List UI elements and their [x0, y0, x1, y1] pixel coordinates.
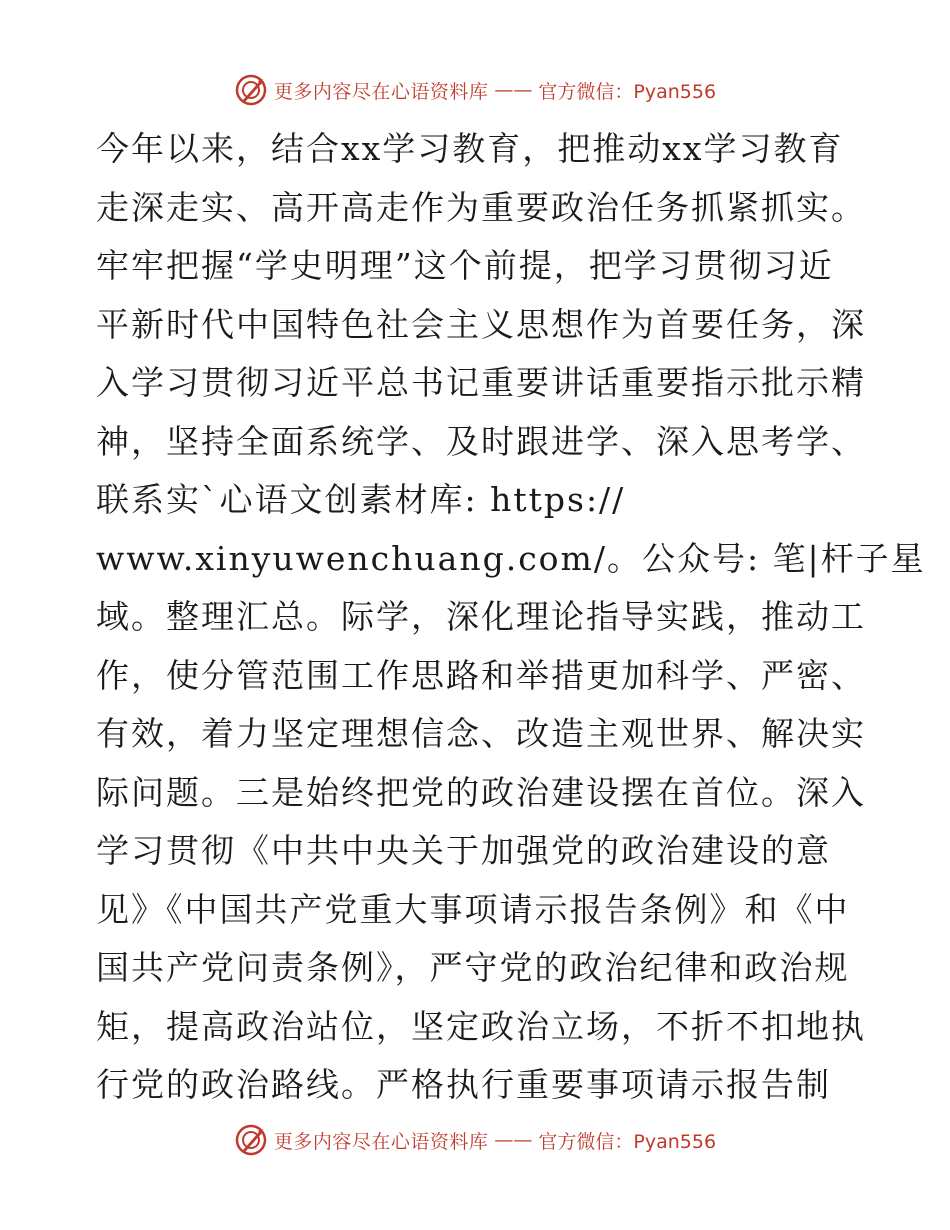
page-footer [0, 1118, 950, 1162]
brand-logo-icon [234, 1123, 268, 1157]
footer-brand [234, 1123, 716, 1157]
document-body [96, 120, 926, 1115]
text-line: 走深走实、高开高走作为重要政治任务抓紧抓实。 [96, 187, 866, 227]
footer-wechat-text: 官方微信：Pyan556 [538, 1130, 717, 1153]
header-dash: —— [494, 79, 533, 101]
text-line: 联系实`心语文创素材库: https:// [96, 480, 626, 519]
text-line: 矩，提高政治站位，坚定政治立场，不折不扣地执 [96, 1006, 866, 1046]
text-line: 入学习贯彻习近平总书记重要讲话重要指示批示精 [96, 363, 866, 402]
text-line: 有效，着力坚定理想信念、改造主观世界、解决实 [96, 714, 866, 753]
header-wechat-text: 官方微信：Pyan556 [538, 80, 717, 103]
text-line: 作，使分管范围工作思路和举措更加科学、严密、 [96, 655, 866, 695]
page-header [0, 68, 950, 112]
header-brand [234, 73, 716, 107]
footer-brand-text: 更多内容尽在心语资料库 [273, 1130, 489, 1153]
text-line: 国共产党问责条例》，严守党的政治纪律和政治规 [96, 948, 850, 987]
text-line: 今年以来，结合xx学习教育，把推动xx学习教育 [96, 129, 844, 168]
text-line: 神，坚持全面系统学、及时跟进学、深入思考学、 [96, 421, 866, 461]
text-line: 平新时代中国特色社会主义思想作为首要任务，深 [96, 304, 866, 344]
text-line: 域。整理汇总。际学，深化理论指导实践，推动工 [96, 597, 866, 636]
text-line: 学习贯彻《中共中央关于加强党的政治建设的意 [96, 831, 831, 870]
header-brand-text: 更多内容尽在心语资料库 [273, 80, 489, 103]
text-line: 见》《中国共产党重大事项请示报告条例》和《中 [96, 889, 850, 929]
footer-dash: —— [494, 1129, 533, 1151]
brand-logo-icon [234, 73, 268, 107]
text-line: www.xinyuwenchuang.com/。公众号: 笔|杆子星 [96, 538, 926, 578]
text-line: 行党的政治路线。严格执行重要事项请示报告制 [96, 1065, 831, 1104]
text-line: 际问题。三是始终把党的政治建设摆在首位。深入 [96, 772, 866, 812]
text-line: 牢牢把握“学史明理”这个前提，把学习贯彻习近 [96, 246, 834, 285]
